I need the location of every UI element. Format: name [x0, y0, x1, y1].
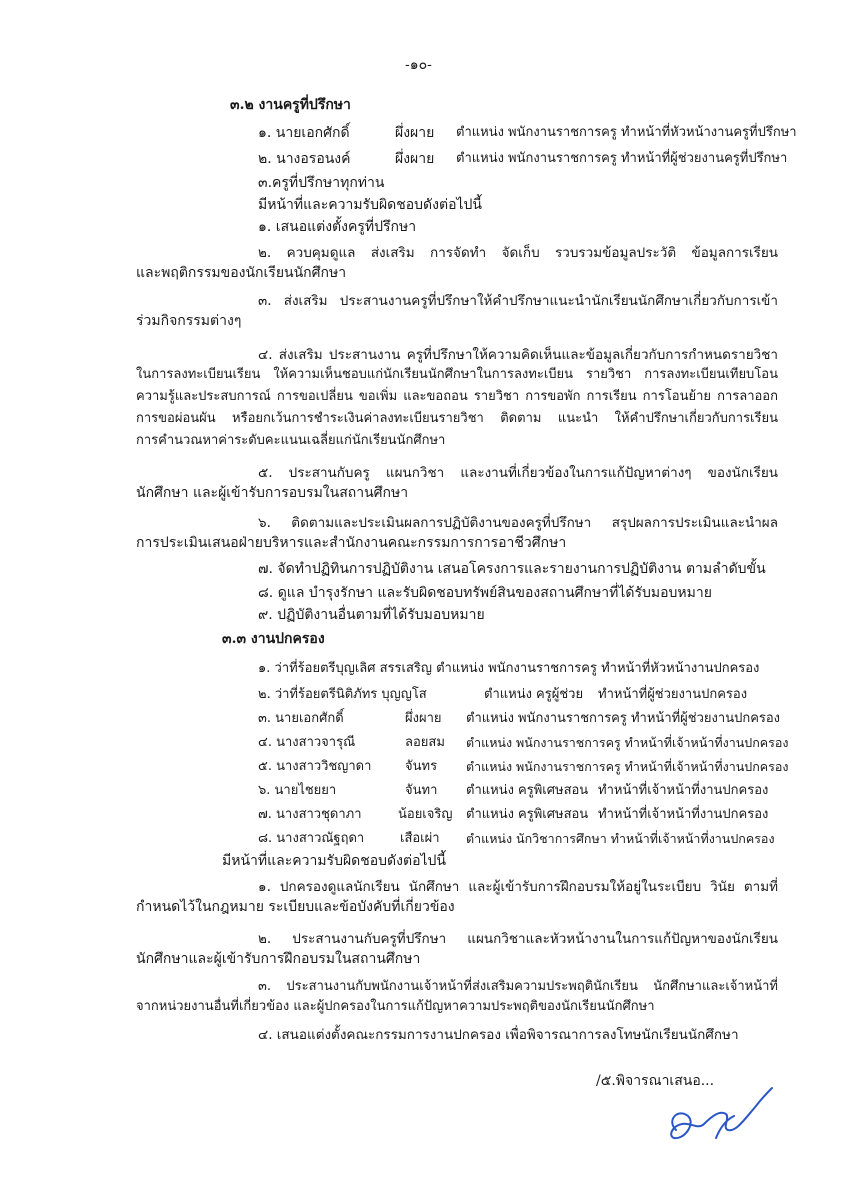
staff-name: ๒. ว่าที่ร้อยตรีนิติภัทร บุญญโส: [258, 687, 427, 702]
duties-intro: มีหน้าที่และความรับผิดชอบดังต่อไปนี้: [258, 197, 482, 213]
staff-role: ตำแหน่ง พนักงานราชการครู ทำหน้าที่หัวหน้างานครูที่ปรึกษา: [456, 125, 797, 140]
staff-surname: น้อยเจริญ: [398, 807, 453, 822]
staff-role: ตำแหน่ง พนักงานราชการครู ทำหน้าที่เจ้าหน้าที่งานปกครอง: [466, 735, 789, 750]
duty-item-continued: การประเมินเสนอฝ่ายบริหารและสำนักงานคณะกรรมการการอาชีวศึกษา: [136, 535, 567, 551]
duty-item: ๗. จัดทำปฏิทินการปฏิบัติงาน เสนอโครงการและรายงานการปฏิบัติงาน ตามลำดับขั้น: [258, 561, 766, 577]
duty-item: ๑. เสนอแต่งตั้งครูที่ปรึกษา: [258, 219, 417, 235]
duty-item-continued: ร่วมกิจกรรมต่างๆ: [136, 313, 242, 329]
staff-name: ๗. นางสาวชุดาภา: [258, 807, 362, 822]
staff-name: ๖. นายไชยยา: [258, 783, 337, 798]
staff-position: ตำแหน่ง ครูพิเศษสอน: [466, 807, 589, 822]
duty-item: ๓. ส่งเสริม ประสานงานครูที่ปรึกษาให้คำปรึกษาแนะนำนักเรียนนักศึกษาเกี่ยวกับการเข้า: [258, 293, 778, 309]
duty-item-continued: นักศึกษา และผู้เข้ารับการอบรมในสถานศึกษา: [136, 485, 409, 501]
section-3-2-heading: ๓.๒ งานครูที่ปรึกษา: [230, 97, 351, 113]
continuation-note: /๕.พิจารณาเสนอ...: [596, 1073, 715, 1089]
duty-item: ๕. ประสานกับครู แผนกวิชา และงานที่เกี่ยวข้องในการแก้ปัญหาต่างๆ ของนักเรียน: [258, 465, 778, 481]
staff-surname: จันทา: [405, 783, 438, 798]
duty-item: ๙. ปฏิบัติงานอื่นตามที่ได้รับมอบหมาย: [258, 607, 485, 623]
duty-item: ๘. ดูแล บำรุงรักษา และรับผิดชอบทรัพย์สินของสถานศึกษาที่ได้รับมอบหมาย: [258, 585, 712, 601]
duty-item-continued: จากหน่วยงานอื่นที่เกี่ยวข้อง และผู้ปกครองในการแก้ปัญหาความประพฤติของนักเรียนนักศึกษา: [136, 999, 655, 1014]
duty-item-continued: นักศึกษาและผู้เข้ารับการฝึกอบรมในสถานศึกษา: [136, 951, 421, 967]
duty-item-continued: และพฤติกรรมของนักเรียนนักศึกษา: [136, 265, 347, 281]
staff-surname: จันทร: [405, 759, 438, 774]
staff-surname: ผึ่งผาย: [395, 125, 435, 141]
staff-role: ตำแหน่ง นักวิชาการศึกษา ทำหน้าที่เจ้าหน้าที่งานปกครอง: [466, 831, 775, 846]
staff-role: ตำแหน่ง พนักงานราชการครู ทำหน้าที่เจ้าหน้าที่งานปกครอง: [466, 759, 789, 774]
duty-item-continued: ความรู้และประสบการณ์ การขอเปลี่ยน ขอเพิ่ม และขอถอน รายวิชา การขอพัก การเรียน การโอนย้าย การลาออก: [136, 389, 778, 404]
duty-item: ๒. ควบคุมดูแล ส่งเสริม การจัดทำ จัดเก็บ รวบรวมข้อมูลประวัติ ข้อมูลการเรียน: [258, 245, 778, 261]
duty-item: ๑. ปกครองดูแลนักเรียน นักศึกษา และผู้เข้ารับการฝึกอบรมให้อยู่ในระเบียบ วินัย ตามที่: [258, 879, 778, 895]
staff-row: ๑. ว่าที่ร้อยตรีบุญเลิศ สรรเสริญ ตำแหน่ง พนักงานราชการครู ทำหน้าที่หัวหน้างานปกครอง: [258, 661, 760, 676]
staff-row: ๒. นางอรอนงค์: [258, 151, 351, 167]
duty-item-continued: ในการลงทะเบียนเรียน ให้ความเห็นชอบแก่นักเรียนนักศึกษาในการลงทะเบียน รายวิชา การลงทะเบียนเทียบโอน: [136, 367, 778, 382]
staff-role: ตำแหน่ง พนักงานราชการครู ทำหน้าที่ผู้ช่วยงานครูที่ปรึกษา: [456, 151, 788, 166]
staff-position: ตำแหน่ง ครูผู้ช่วย: [484, 687, 584, 702]
staff-name: ๘. นางสาวณัฐฤดา: [258, 831, 365, 846]
staff-duty: ทำหน้าที่ผู้ช่วยงานปกครอง: [598, 687, 748, 702]
staff-surname: ลอยสม: [405, 735, 445, 750]
staff-surname: เสือเผ่า: [400, 831, 440, 846]
duty-item-continued: การขอผ่อนผัน หรือยกเว้นการชำระเงินค่าลงทะเบียนรายวิชา ติดตาม แนะนำ ให้คำปรึกษาเกี่ยวกับการเรียน: [136, 411, 778, 426]
staff-role: ตำแหน่ง พนักงานราชการครู ทำหน้าที่ผู้ช่วยงานปกครอง: [466, 711, 781, 726]
staff-name: ๓. นายเอกศักดิ์: [258, 711, 344, 726]
staff-row: ๓.ครูที่ปรึกษาทุกท่าน: [258, 175, 385, 191]
duty-item: ๔. เสนอแต่งตั้งคณะกรรมการงานปกครอง เพื่อพิจารณาการลงโทษนักเรียนนักศึกษา: [258, 1027, 739, 1043]
staff-row: ๑. นายเอกศักดิ์: [258, 125, 350, 141]
staff-name: ๕. นางสาววิชญาดา: [258, 759, 372, 774]
duty-item: ๔. ส่งเสริม ประสานงาน ครูที่ปรึกษาให้ความคิดเห็นและข้อมูลเกี่ยวกับการกำหนดรายวิชา: [258, 347, 778, 363]
duty-item: ๒. ประสานงานกับครูที่ปรึกษา แผนกวิชาและหัวหน้างานในการแก้ปัญหาของนักเรียน: [258, 931, 778, 947]
staff-duty: ทำหน้าที่เจ้าหน้าที่งานปกครอง: [598, 807, 769, 822]
staff-name: ๔. นางสาวจารุณี: [258, 735, 356, 750]
signature: [660, 1080, 780, 1160]
duty-item-continued: การคำนวณหาค่าระดับคะแนนเฉลี่ยแก่นักเรียนนักศึกษา: [136, 433, 446, 448]
staff-duty: ทำหน้าที่เจ้าหน้าที่งานปกครอง: [598, 783, 769, 798]
section-3-3-heading: ๓.๓ งานปกครอง: [222, 631, 325, 647]
staff-position: ตำแหน่ง ครูพิเศษสอน: [466, 783, 589, 798]
page-number: -๑๐-: [405, 57, 432, 73]
staff-surname: ผึ่งผาย: [405, 711, 442, 726]
duty-item-continued: กำหนดไว้ในกฎหมาย ระเบียบและข้อบังคับที่เกี่ยวข้อง: [136, 899, 455, 915]
duty-item: ๖. ติดตามและประเมินผลการปฏิบัติงานของครูที่ปรึกษา สรุปผลการประเมินและนำผล: [258, 515, 778, 531]
staff-surname: ผึ่งผาย: [395, 151, 435, 167]
duty-item: ๓. ประสานงานกับพนักงานเจ้าหน้าที่ส่งเสริมความประพฤตินักเรียน นักศึกษาและเจ้าหน้าที่: [258, 979, 778, 994]
duties-intro: มีหน้าที่และความรับผิดชอบดังต่อไปนี้: [222, 853, 446, 869]
